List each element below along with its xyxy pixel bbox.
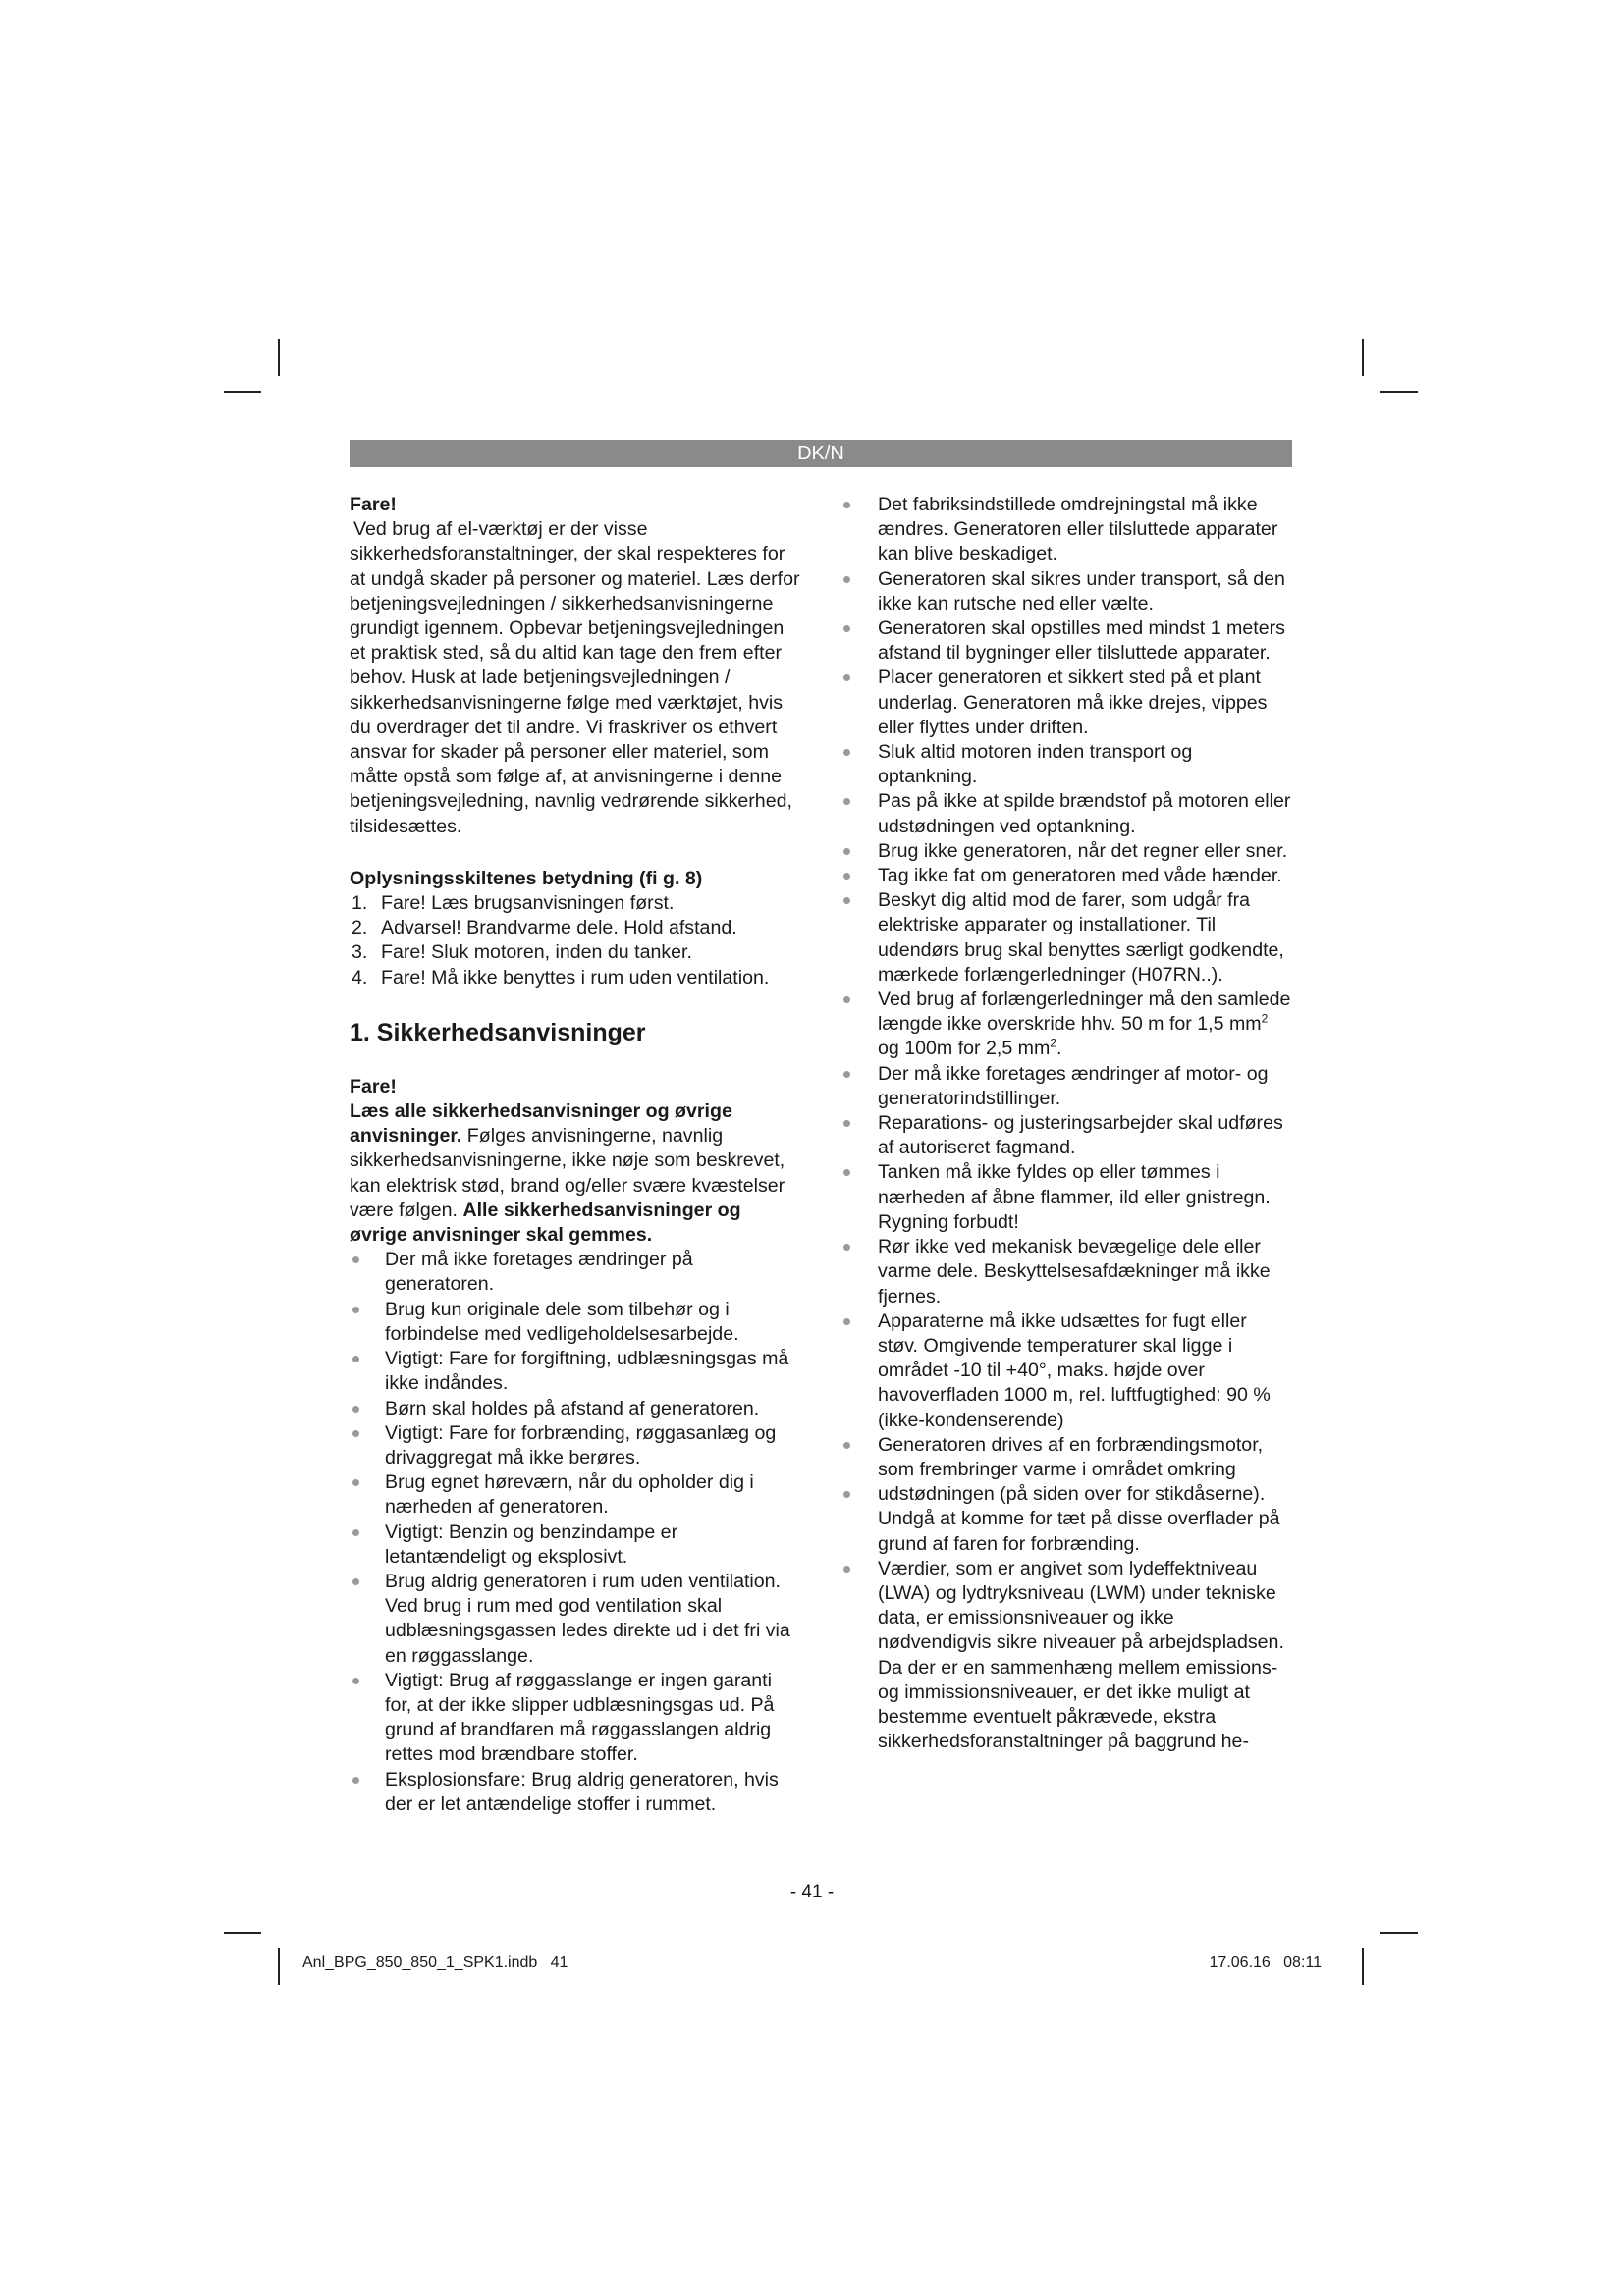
list-item xyxy=(350,891,803,916)
bullet-icon xyxy=(843,749,850,756)
bullet-icon xyxy=(352,1356,359,1362)
bullet-icon xyxy=(843,848,850,855)
item-text: Advarsel! Brandvarme dele. Hold afstand. xyxy=(381,917,737,939)
list-item: Generatoren skal opstilles med mindst 1 meters afstand til bygninger eller tilsluttede apparater. xyxy=(840,616,1292,666)
list-item: Vigtigt: Fare for forgiftning, udblæsningsgas må ikke indåndes. xyxy=(350,1347,803,1396)
bullet-icon xyxy=(843,798,850,805)
list-item: Der må ikke foretages ændringer af motor- og generatorindstillinger. xyxy=(840,1062,1292,1111)
list-item: Vigtigt: Fare for forbrænding, røggasanlæg og drivaggregat må ikke berøres. xyxy=(350,1421,803,1470)
bullet-icon xyxy=(843,625,850,632)
list-item: Reparations- og justeringsarbejder skal udføres af autoriseret fagmand. xyxy=(840,1111,1292,1160)
signs-list xyxy=(350,891,803,990)
bullet-icon xyxy=(843,1244,850,1251)
item-text: Fare! Sluk motoren, inden du tanker. xyxy=(381,941,692,964)
list-item: Tanken må ikke fyldes op eller tømmes i nærheden af åbne flammer, ild eller gnistregn. Rygning forbudt! xyxy=(840,1160,1292,1235)
list-item: Ved brug af forlængerledninger må den samlede længde ikke overskride hhv. 50 m for 1,5 $mm^2$ og 100m for 2,5 $mm^2$. xyxy=(840,988,1292,1062)
bullet-icon xyxy=(843,576,850,583)
bullet-icon xyxy=(843,1442,850,1449)
list-item xyxy=(350,966,803,990)
list-item: udstødningen (på siden over for stikdåserne). Undgå at komme for tæt på disse overflader på grund af faren for forbrænding. xyxy=(840,1482,1292,1557)
bullet-icon xyxy=(352,1578,359,1585)
bullet-icon xyxy=(843,1491,850,1498)
bullet-icon xyxy=(843,1566,850,1573)
warning-body: Ved brug af el-værktøj er der visse sikkerhedsforanstaltninger, der skal respekteres for at undgå skader på personer og materiel. Læs derfor betjeningsvejledningen / sikkerhedsanvisningerne grundigt igennem. Opbevar betjeningsvejledningen et praktisk sted, så du altid kan tage den frem efter behov. Husk at lade betjeningsvejledningen / sikkerhedsanvisningerne følge med værktøjet, hvis du overdrager det til andre. Vi fraskriver os ethvert ansvar for skader på personer eller materiel, som måtte opstå som følge af, at anvisningerne i denne betjeningsvejledning, navnlig vedrørende sikkerhed, tilsidesættes. xyxy=(350,518,800,837)
bullet-icon xyxy=(843,1318,850,1325)
list-item: Vigtigt: Brug af røggasslange er ingen garanti for, at der ikke slipper udblæsningsgas ud. På grund af brandfaren må røggasslangen aldrig rettes mod brændbare stoffer. xyxy=(350,1669,803,1768)
keep-bold: Alle sikkerhedsanvisninger og øvrige anvisninger skal gemmes. xyxy=(350,1199,741,1247)
left-column xyxy=(350,493,803,1817)
bullet-icon xyxy=(352,1678,359,1684)
bullet-icon xyxy=(843,1120,850,1127)
item-number: 4. xyxy=(352,966,368,988)
bullet-icon xyxy=(843,873,850,880)
bullet-icon xyxy=(352,1479,359,1486)
bullet-icon xyxy=(352,1430,359,1437)
list-item: Værdier, som er angivet som lydeffektniveau (LWA) og lydtryksniveau (LWM) under tekniske data, er emissionsniveauer og ikke nødvendigvis sikre niveauer på arbejdspladsen. Da der er en sammenhæng mellem emissions- og immissionsniveauer, er det ikke muligt at bestemme eventuelt påkrævede, ekstra sikkerhedsforanstaltninger på baggrund he- xyxy=(840,1557,1292,1755)
signs-title: Oplysningsskiltenes betydning (fi g. 8) xyxy=(350,867,703,889)
list-item: Brug egnet høreværn, når du opholder dig i nærheden af generatoren. xyxy=(350,1470,803,1520)
right-column xyxy=(840,493,1292,1754)
crop-mark xyxy=(1362,339,1364,376)
list-item: Eksplosionsfare: Brug aldrig generatoren, hvis der er let antændelige stoffer i rummet. xyxy=(350,1768,803,1817)
list-item: Generatoren drives af en forbrændingsmotor, som frembringer varme i området omkring xyxy=(840,1433,1292,1482)
section-heading: 1. Sikkerhedsanvisninger xyxy=(350,1018,646,1046)
list-item xyxy=(350,916,803,940)
list-item: Brug ikke generatoren, når det regner eller sner. xyxy=(840,839,1292,864)
crop-mark xyxy=(278,339,280,376)
bullet-icon xyxy=(352,1307,359,1313)
crop-mark xyxy=(224,1932,261,1934)
crop-mark xyxy=(224,391,261,393)
item-number: 1. xyxy=(352,892,368,915)
left-bullet-list xyxy=(350,1248,803,1817)
bullet-icon xyxy=(352,1406,359,1413)
list-item: Generatoren skal sikres under transport, så den ikke kan rutsche ned eller vælte. xyxy=(840,567,1292,616)
bullet-icon xyxy=(352,1529,359,1536)
list-item: Pas på ikke at spilde brændstof på motoren eller udstødningen ved optankning. xyxy=(840,789,1292,838)
crop-mark xyxy=(1380,391,1418,393)
print-timestamp: 17.06.16 08:11 xyxy=(1209,1954,1322,1971)
item-number: 2. xyxy=(352,917,368,939)
crop-mark xyxy=(1362,1948,1364,1985)
list-item: Beskyt dig altid mod de farer, som udgår fra elektriske apparater og installationer. Til udendørs brug skal benyttes særligt godkendte, mærkede forlængerledninger (H07RN..). xyxy=(840,888,1292,988)
warning2-title: Fare! xyxy=(350,1075,397,1097)
warning-title: Fare! xyxy=(350,494,397,515)
list-item: Vigtigt: Benzin og benzindampe er letantændeligt og eksplosivt. xyxy=(350,1521,803,1570)
list-item xyxy=(350,940,803,965)
read-all-bold: Læs alle sikkerhedsanvisninger og øvrige anvisninger. xyxy=(350,1100,732,1148)
list-item: Apparaterne må ikke udsættes for fugt eller støv. Omgivende temperaturer skal ligge i området -10 til +40°, maks. højde over havoverfladen 1000 m, rel. luftfugtighed: 90 % (ikke-kondenserende) xyxy=(840,1309,1292,1433)
read-all-text: Følges anvisningerne, navnlig sikkerhedsanvisningerne, ikke nøje som beskrevet, kan elektrisk stød, brand og/eller svære kvæstelser være følgen. xyxy=(350,1125,785,1221)
right-bullet-list xyxy=(840,493,1292,1754)
list-item: Brug aldrig generatoren i rum uden ventilation. Ved brug i rum med god ventilation skal udblæsningsgassen ledes direkte ud i det fri via en røggasslange. xyxy=(350,1570,803,1669)
item-text: Fare! Må ikke benyttes i rum uden ventilation. xyxy=(381,966,770,988)
list-item: Sluk altid motoren inden transport og optankning. xyxy=(840,740,1292,789)
list-item: Brug kun originale dele som tilbehør og i forbindelse med vedligeholdelsesarbejde. xyxy=(350,1298,803,1347)
list-item: Placer generatoren et sikkert sted på et plant underlag. Generatoren må ikke drejes, vippes eller flyttes under driften. xyxy=(840,666,1292,740)
bullet-icon xyxy=(843,897,850,904)
language-header-bar xyxy=(350,440,1292,467)
read-all-paragraph xyxy=(350,1099,803,1248)
list-item: Der må ikke foretages ændringer på generatoren. xyxy=(350,1248,803,1297)
bullet-icon xyxy=(352,1256,359,1263)
crop-mark xyxy=(278,1948,280,1985)
item-number: 3. xyxy=(352,941,368,964)
language-tag: DK/N xyxy=(797,443,844,464)
bullet-icon xyxy=(843,996,850,1003)
bullet-icon xyxy=(843,1071,850,1078)
item-text: Fare! Læs brugsanvisningen først. xyxy=(381,892,675,915)
page-number: - 41 - xyxy=(789,1882,835,1902)
bullet-icon xyxy=(843,1169,850,1176)
crop-mark xyxy=(1380,1932,1418,1934)
file-slug: Anl_BPG_850_850_1_SPK1.indb 41 xyxy=(302,1954,568,1971)
list-item: Det fabriksindstillede omdrejningstal må ikke ændres. Generatoren eller tilsluttede apparater kan blive beskadiget. xyxy=(840,493,1292,567)
list-item: Tag ikke fat om generatoren med våde hænder. xyxy=(840,864,1292,888)
list-item: Børn skal holdes på afstand af generatoren. xyxy=(350,1397,803,1421)
list-item: Rør ikke ved mekanisk bevægelige dele eller varme dele. Beskyttelsesafdækninger må ikke fjernes. xyxy=(840,1235,1292,1309)
bullet-icon xyxy=(843,502,850,508)
bullet-icon xyxy=(352,1777,359,1784)
bullet-icon xyxy=(843,674,850,681)
